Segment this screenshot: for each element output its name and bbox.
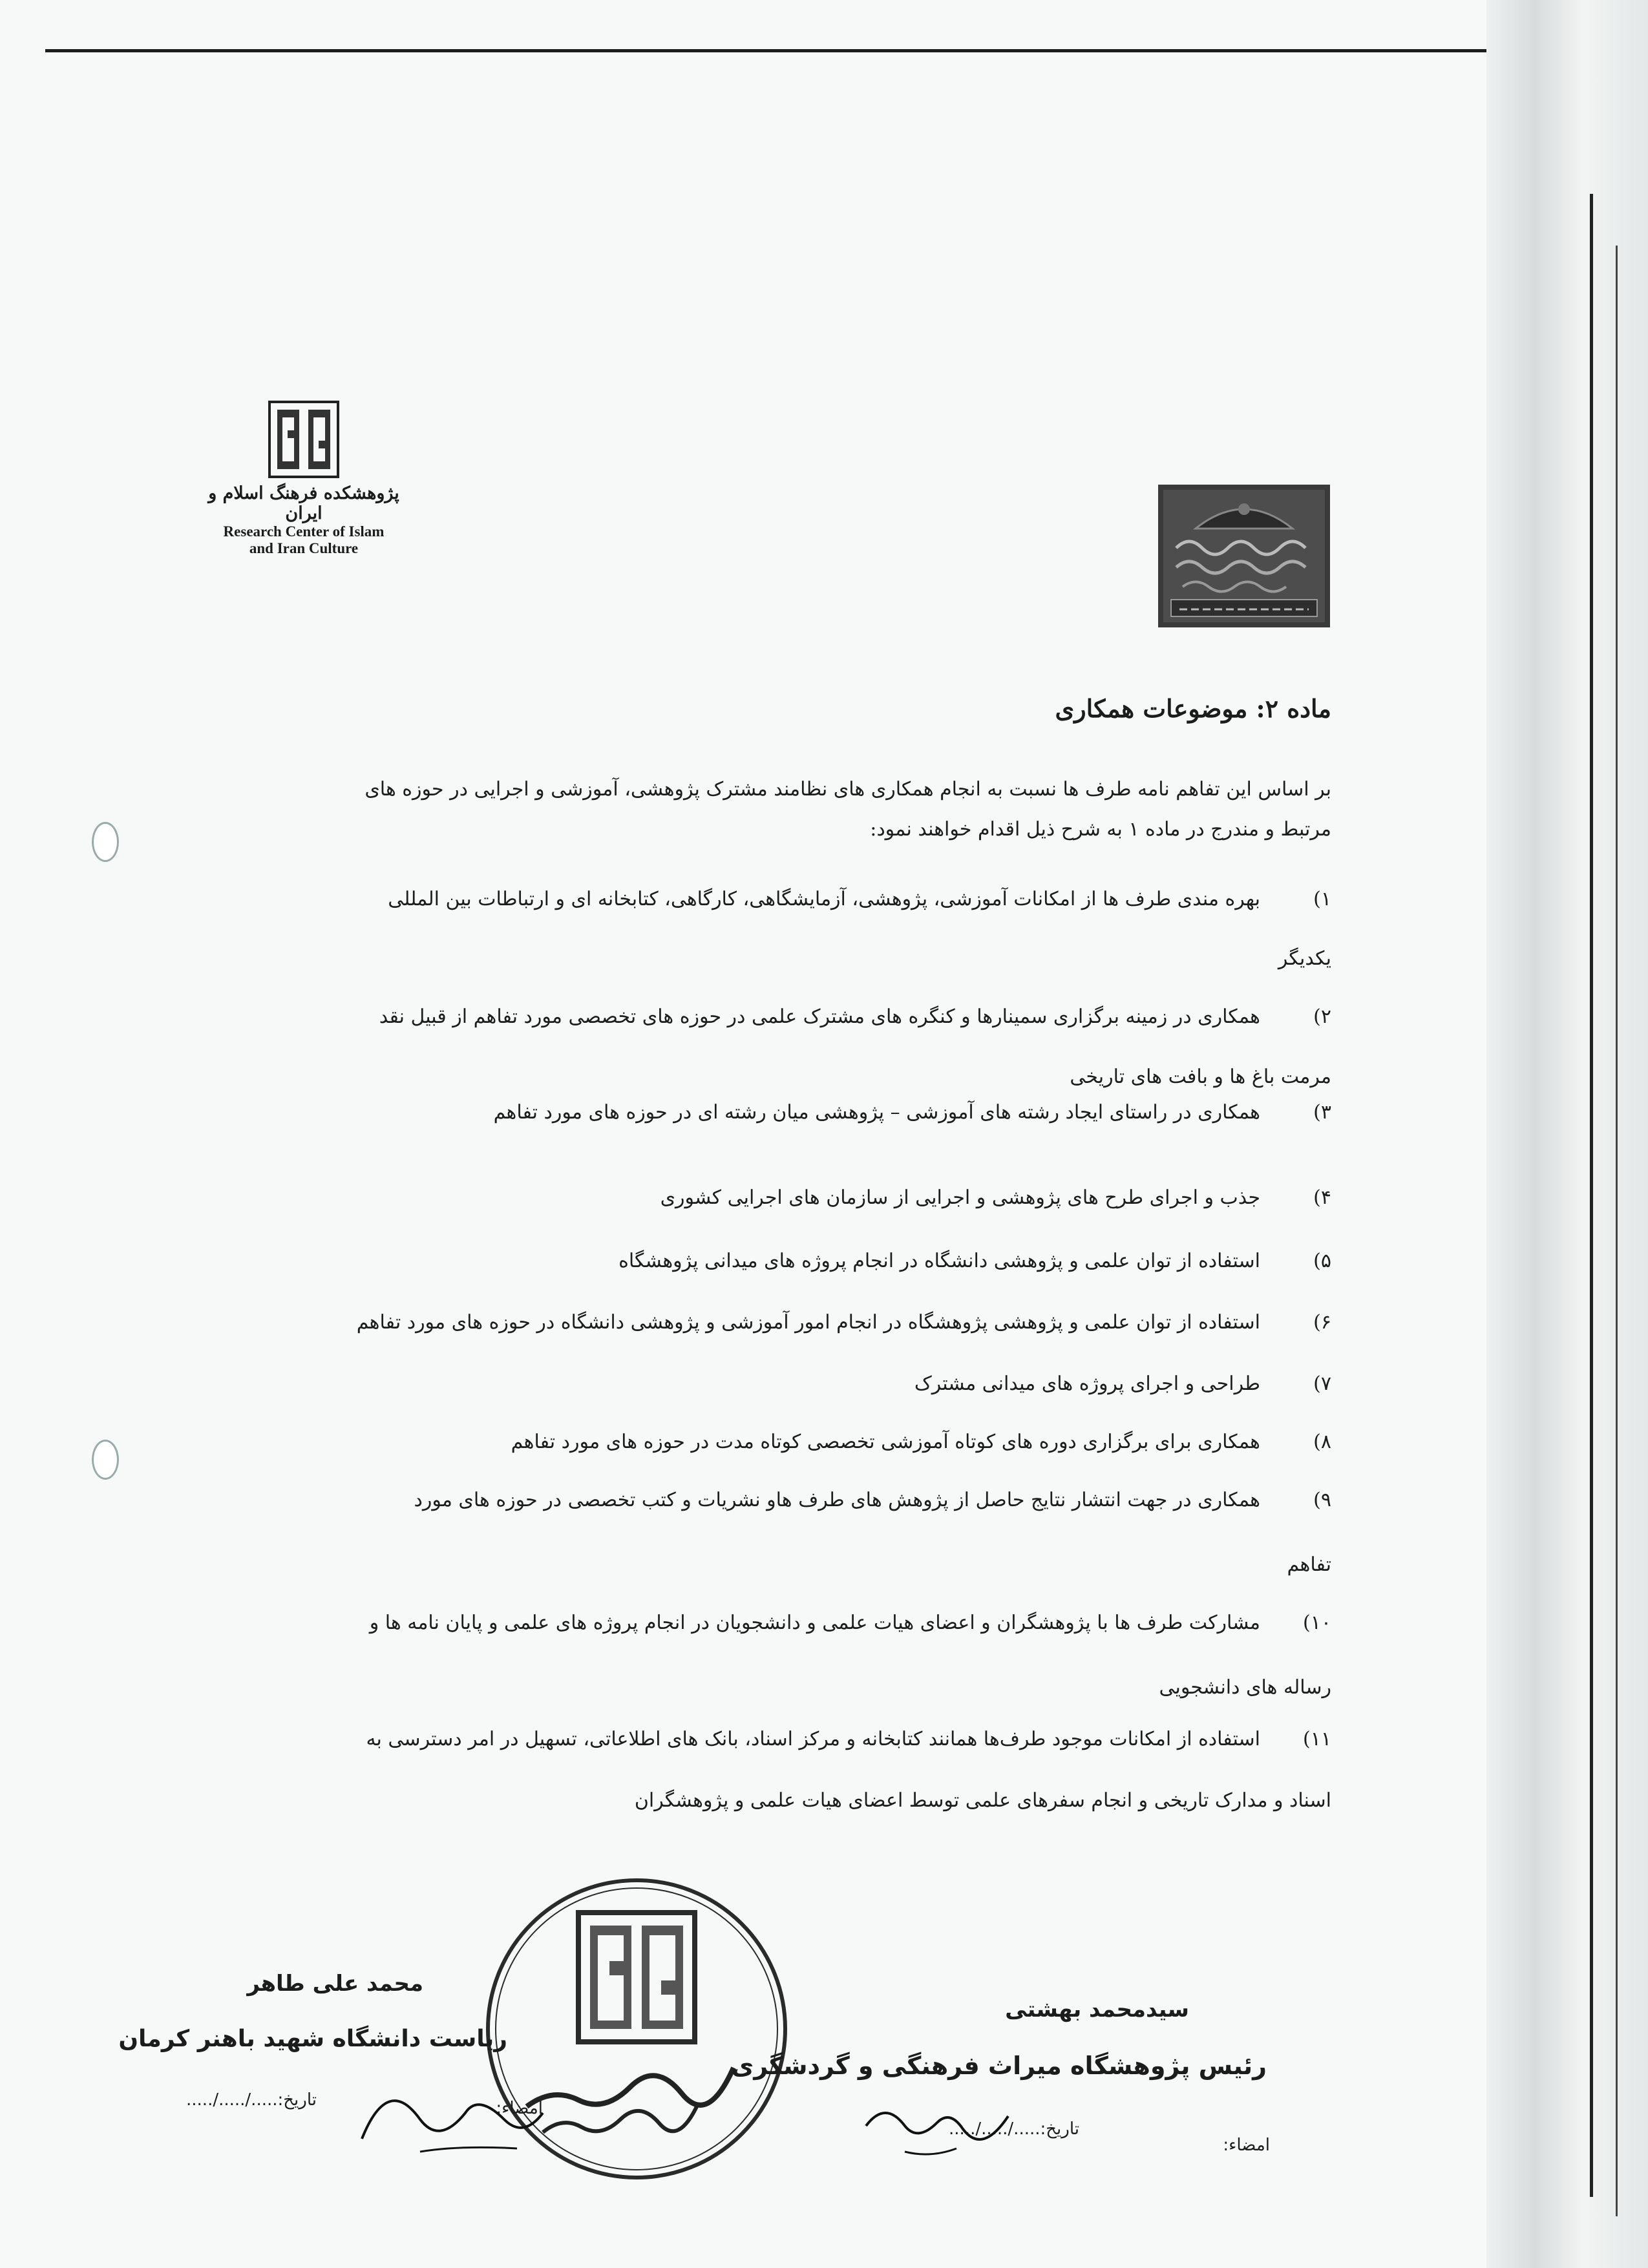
clause-5: [149, 1247, 1331, 1276]
left-date-label: تاریخ:...../...../.....: [186, 2090, 317, 2110]
article-heading: ماده ۲: موضوعات همکاری: [1055, 694, 1331, 723]
scan-right-line: [1590, 194, 1593, 2197]
clause-text: استفاده از توان علمی و پژوهشی دانشگاه در انجام پروژه های میدانی پژوهشگاه: [618, 1250, 1260, 1272]
left-signatory-title: ریاست دانشگاه شهید باهنر کرمان: [118, 2026, 507, 2052]
clause-11: [149, 1725, 1331, 1754]
right-signature-label: امضاء:: [1223, 2136, 1270, 2155]
left-signatory-name: محمد علی طاهر: [247, 1971, 423, 1997]
clause-6: [149, 1308, 1331, 1337]
clause-text: همکاری در جهت انتشار نتایج حاصل از پژوهش های طرف هاو نشریات و کتب تخصصی در حوزه های مورد: [414, 1489, 1260, 1511]
clause-text: جذب و اجرای طرح های پژوهشی و اجرایی از سازمان های اجرایی کشوری: [660, 1186, 1260, 1209]
clause-2: [149, 1003, 1331, 1031]
clause-text: بهره مندی طرف ها از امکانات آموزشی، پژوهشی، آزمایشگاهی، کارگاهی، کتابخانه ای و ارتباطات بین المللی: [388, 888, 1260, 910]
left-handwritten-signature-icon: [349, 2061, 556, 2165]
clause-number: ۹): [1313, 1489, 1331, 1511]
research-center-emblem-icon: [268, 401, 339, 478]
scan-top-border: [45, 49, 1486, 52]
clause-1-continuation: [149, 945, 1331, 973]
clause-text: همکاری در زمینه برگزاری سمینارها و کنگره های مشترک علمی در حوزه های تخصصی مورد تفاهم از قبیل نقد: [379, 1005, 1260, 1028]
scan-right-line-2: [1616, 246, 1618, 2216]
right-handwritten-signature-icon: [853, 2087, 1047, 2171]
right-date-label: تاریخ:...../...../.....: [949, 2119, 1079, 2139]
clause-text: همکاری برای برگزاری دوره های کوتاه آموزشی تخصصی کوتاه مدت در حوزه های مورد تفاهم: [511, 1431, 1260, 1453]
clause-number: ۲): [1313, 1005, 1331, 1028]
article-intro-line-1: بر اساس این تفاهم نامه طرف ها نسبت به انجام همکاری های نظامند مشترک پژوهشی، آموزشی و اجرایی در حوزه های: [364, 778, 1331, 801]
clause-10-continuation: [149, 1674, 1331, 1702]
left-signature-label: امضاء:: [496, 2099, 543, 2118]
research-center-name-en-1: Research Center of Islam: [223, 523, 385, 540]
clause-number: ۱۱): [1303, 1728, 1331, 1750]
clause-7: [149, 1370, 1331, 1398]
clause-text: استفاده از امکانات موجود طرف‌ها همانند کتابخانه و مرکز اسناد، بانک های اطلاعاتی، تسهیل در امر دسترسی به: [366, 1728, 1260, 1750]
research-center-name-en-2: and Iran Culture: [249, 540, 359, 556]
right-signatory-name: سیدمحمد بهشتی: [1005, 1997, 1189, 2022]
clause-number: ۷): [1313, 1372, 1331, 1395]
clause-number: ۱): [1313, 888, 1331, 910]
right-signatory-title: رئیس پژوهشگاه میراث فرهنگی و گردشگری: [731, 2052, 1267, 2080]
clause-text-continued: اسناد و مدارک تاریخی و انجام سفرهای علمی توسط اعضای هیات علمی و پژوهشگران: [634, 1789, 1331, 1812]
clause-3: [149, 1098, 1331, 1127]
clause-text-continued: مرمت باغ ها و بافت های تاریخی: [1070, 1066, 1331, 1088]
clause-number: ۵): [1313, 1250, 1331, 1272]
clause-text-continued: رساله های دانشجویی: [1159, 1676, 1331, 1699]
research-center-name-fa: پژوهشکده فرهنگ اسلام و ایران: [208, 483, 399, 523]
clause-text: مشارکت طرف ها با پژوهشگران و اعضای هیات علمی و دانشجویان در انجام پروژه های علمی و پایان نامه ها و: [369, 1612, 1260, 1634]
clause-number: ۸): [1313, 1431, 1331, 1453]
clause-1: [149, 885, 1331, 914]
clause-4: [149, 1184, 1331, 1212]
clause-text-continued: یکدیگر: [1278, 947, 1331, 970]
punch-hole-bottom: [92, 1440, 119, 1480]
clause-number: ۳): [1313, 1101, 1331, 1124]
clause-10: [149, 1609, 1331, 1637]
clause-8: [149, 1428, 1331, 1456]
article-intro-line-2: مرتبط و مندرج در ماده ۱ به شرح ذیل اقدام خواهند نمود:: [870, 818, 1331, 841]
clause-9-continuation: [149, 1551, 1331, 1579]
clause-number: ۱۰): [1303, 1612, 1331, 1634]
clause-text: استفاده از توان علمی و پژوهشی پژوهشگاه در انجام امور آموزشی و پژوهشی دانشگاه در حوزه های مورد تفاهم: [356, 1311, 1260, 1334]
clause-text-continued: تفاهم: [1287, 1553, 1331, 1576]
research-center-logo: [207, 401, 401, 575]
heritage-research-institute-emblem-icon: [1157, 483, 1331, 629]
clause-2-continuation: [149, 1063, 1331, 1091]
clause-9: [149, 1486, 1331, 1515]
clause-number: ۶): [1313, 1311, 1331, 1334]
clause-text: طراحی و اجرای پروژه های میدانی مشترک: [914, 1372, 1260, 1395]
punch-hole-top: [92, 822, 119, 862]
clause-11-continuation: [149, 1787, 1331, 1815]
clause-number: ۴): [1313, 1186, 1331, 1209]
scan-right-edge: [1486, 0, 1648, 2268]
clause-text: همکاری در راستای ایجاد رشته های آموزشی – پژوهشی میان رشته ای در حوزه های مورد تفاهم: [493, 1101, 1260, 1124]
